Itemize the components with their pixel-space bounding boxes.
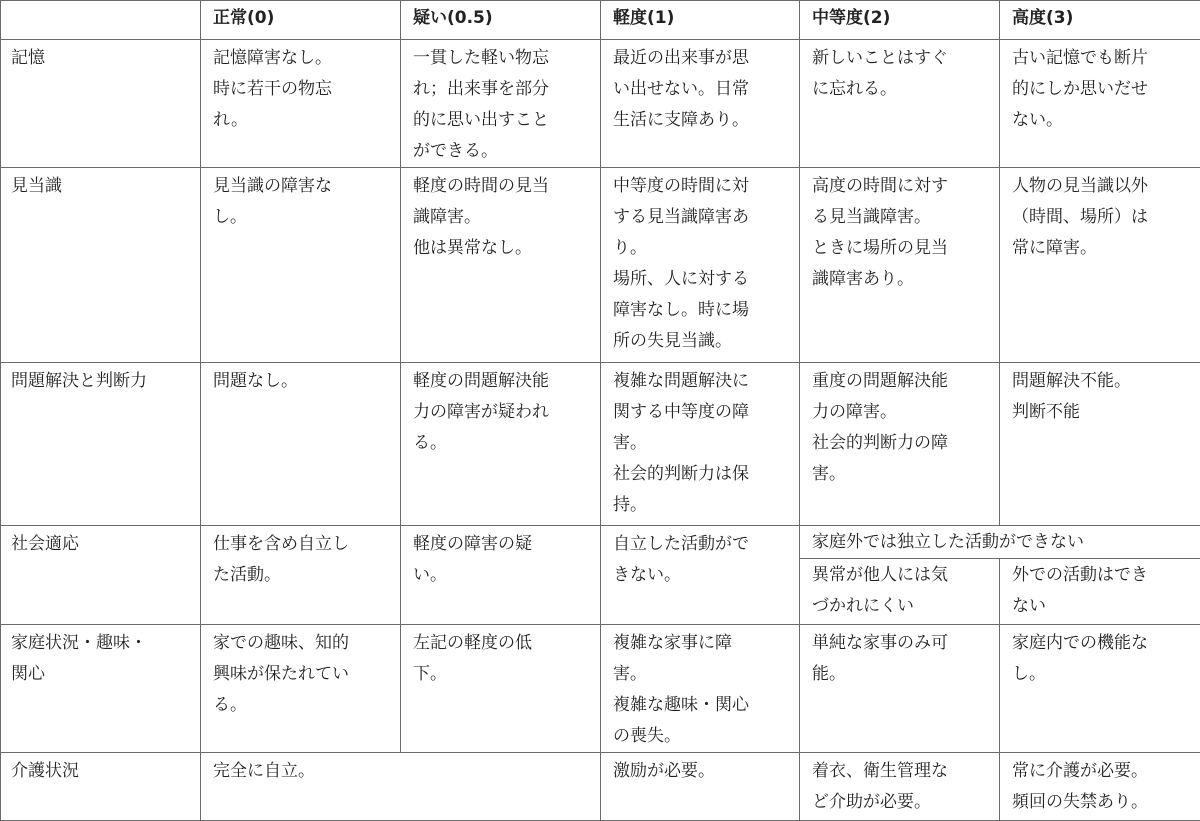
memory-suspected: 一貫した軽い物忘 れ；出来事を部分 的に思い出すこと ができる。 xyxy=(401,40,601,168)
home-severe: 家庭内での機能な し。 xyxy=(1000,625,1200,753)
header-corner-cell xyxy=(1,1,201,40)
memory-normal: 記憶障害なし。 時に若干の物忘 れ。 xyxy=(201,40,401,168)
row-label-care: 介護状況 xyxy=(1,753,201,821)
header-row xyxy=(1,1,1200,40)
header-moderate: 中等度(2) xyxy=(800,1,1000,40)
judgment-mild: 複雑な問題解決に 関する中等度の障 害。 社会的判断力は保 持。 xyxy=(601,363,800,526)
row-label-orientation: 見当識 xyxy=(1,168,201,363)
orientation-suspected: 軽度の時間の見当 識障害。 他は異常なし。 xyxy=(401,168,601,363)
care-normal-suspected-merged: 完全に自立。 xyxy=(201,753,601,821)
judgment-moderate: 重度の問題解決能 力の障害。 社会的判断力の障 害。 xyxy=(800,363,1000,526)
judgment-normal: 問題なし。 xyxy=(201,363,401,526)
social-normal: 仕事を含め自立し た活動。 xyxy=(201,526,401,625)
home-mild: 複雑な家事に障 害。 複雑な趣味・関心 の喪失。 xyxy=(601,625,800,753)
row-label-social: 社会適応 xyxy=(1,526,201,625)
row-home xyxy=(1,625,1200,753)
home-suspected: 左記の軽度の低 下。 xyxy=(401,625,601,753)
row-care xyxy=(1,753,1200,821)
row-label-home: 家庭状況・趣味・ 関心 xyxy=(1,625,201,753)
header-normal: 正常(0) xyxy=(201,1,401,40)
social-moderate-severe-merged: 家庭外では独立した活動ができない xyxy=(800,526,1200,559)
orientation-normal: 見当識の障害な し。 xyxy=(201,168,401,363)
row-label-memory: 記憶 xyxy=(1,40,201,168)
row-label-judgment: 問題解決と判断力 xyxy=(1,363,201,526)
orientation-moderate: 高度の時間に対す る見当識障害。 ときに場所の見当 識障害あり。 xyxy=(800,168,1000,363)
social-severe: 外での活動はでき ない xyxy=(1000,559,1200,625)
care-moderate: 着衣、衛生管理な ど介助が必要。 xyxy=(800,753,1000,821)
row-social-top xyxy=(1,526,1200,559)
row-memory xyxy=(1,40,1200,168)
social-mild: 自立した活動がで きない。 xyxy=(601,526,800,625)
row-judgment xyxy=(1,363,1200,526)
header-mild: 軽度(1) xyxy=(601,1,800,40)
home-moderate: 単純な家事のみ可 能。 xyxy=(800,625,1000,753)
orientation-mild: 中等度の時間に対 する見当識障害あ り。 場所、人に対する 障害なし。時に場 所の失見当識。 xyxy=(601,168,800,363)
header-suspected: 疑い(0.5) xyxy=(401,1,601,40)
social-moderate: 異常が他人には気 づかれにくい xyxy=(800,559,1000,625)
memory-moderate: 新しいことはすぐ に忘れる。 xyxy=(800,40,1000,168)
memory-severe: 古い記憶でも断片 的にしか思いだせ ない。 xyxy=(1000,40,1200,168)
social-suspected: 軽度の障害の疑 い。 xyxy=(401,526,601,625)
care-severe: 常に介護が必要。 頻回の失禁あり。 xyxy=(1000,753,1200,821)
home-normal: 家での趣味、知的 興味が保たれてい る。 xyxy=(201,625,401,753)
care-mild: 激励が必要。 xyxy=(601,753,800,821)
judgment-suspected: 軽度の問題解決能 力の障害が疑われ る。 xyxy=(401,363,601,526)
row-orientation xyxy=(1,168,1200,363)
header-severe: 高度(3) xyxy=(1000,1,1200,40)
orientation-severe: 人物の見当識以外 （時間、場所）は 常に障害。 xyxy=(1000,168,1200,363)
judgment-severe: 問題解決不能。 判断不能 xyxy=(1000,363,1200,526)
memory-mild: 最近の出来事が思 い出せない。日常 生活に支障あり。 xyxy=(601,40,800,168)
